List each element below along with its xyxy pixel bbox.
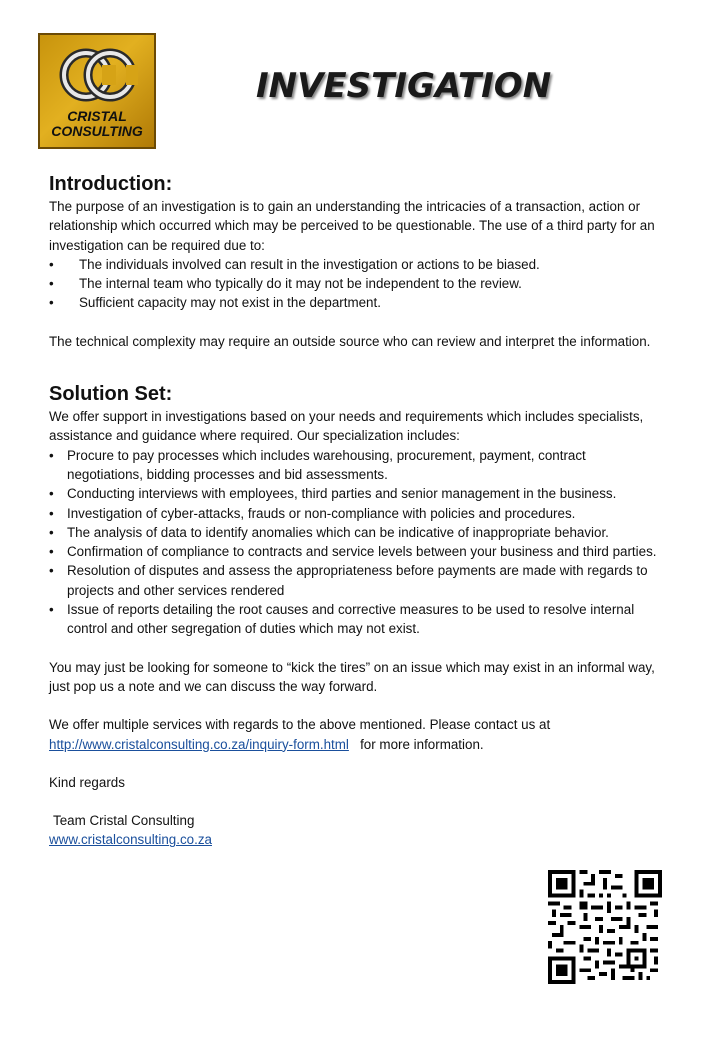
introduction-closing: The technical complexity may require an outside source who can review and interpret the information. xyxy=(49,333,651,349)
website-link[interactable]: www.cristalconsulting.co.za xyxy=(49,832,212,848)
document-body xyxy=(49,171,664,850)
signature-team: Team Cristal Consulting xyxy=(53,813,195,829)
solution-list xyxy=(49,446,664,639)
logo-line-1: CRISTAL xyxy=(67,108,127,124)
page-title: INVESTIGATION xyxy=(256,66,552,106)
list-item: • Procure to pay processes which includes warehousing, procurement, payment, contract negotiations, bidding processes and bid assessments. xyxy=(49,446,664,485)
qr-code-icon xyxy=(548,870,662,984)
list-item: • Sufficient capacity may not exist in the department. xyxy=(49,293,664,312)
logo-line-2: CONSULTING xyxy=(51,123,143,139)
contact-suffix: for more information. xyxy=(360,736,484,752)
list-item: • Issue of reports detailing the root causes and corrective measures to be used to resolve internal control and other segregation of duties which may not exist. xyxy=(49,600,664,639)
inquiry-form-link[interactable]: http://www.cristalconsulting.co.za/inquiry-form.html xyxy=(49,736,349,752)
contact-text: We offer multiple services with regards to the above mentioned. Please contact us at xyxy=(49,717,551,733)
list-item: • The analysis of data to identify anomalies which can be indicative of inappropriate behavior. xyxy=(49,523,664,542)
introduction-list xyxy=(49,255,664,313)
solution-heading: Solution Set: xyxy=(49,383,173,406)
solution-paragraph: We offer support in investigations based on your needs and requirements which includes specialists, assistance and guidance where required. Our specialization includes: xyxy=(49,409,644,444)
list-item: • Confirmation of compliance to contracts and service levels between your business and third parties. xyxy=(49,542,664,561)
list-item: • Investigation of cyber-attacks, frauds or non-compliance with policies and procedures. xyxy=(49,504,664,523)
cc-monogram-icon xyxy=(58,43,138,107)
company-logo xyxy=(38,33,156,149)
list-item: • Resolution of disputes and assess the appropriateness before payments are made with regards to projects and other services rendered xyxy=(49,561,664,600)
list-item: • The internal team who typically do it may not be independent to the review. xyxy=(49,274,664,293)
list-item: • Conducting interviews with employees, third parties and senior management in the business. xyxy=(49,484,664,503)
list-item: • The individuals involved can result in the investigation or actions to be biased. xyxy=(49,255,664,274)
introduction-heading: Introduction: xyxy=(49,173,173,195)
informal-paragraph: You may just be looking for someone to “kick the tires” on an issue which may exist in an informal way, just pop us a note and we can discuss the way forward. xyxy=(49,659,655,694)
kind-regards: Kind regards xyxy=(49,774,125,790)
introduction-paragraph: The purpose of an investigation is to gain an understanding the intricacies of a transaction, action or relationship which occurred which may be perceived to be questionable. The use of a third party for an investigation can be required due to: xyxy=(49,199,655,253)
contact-paragraph xyxy=(49,715,664,754)
